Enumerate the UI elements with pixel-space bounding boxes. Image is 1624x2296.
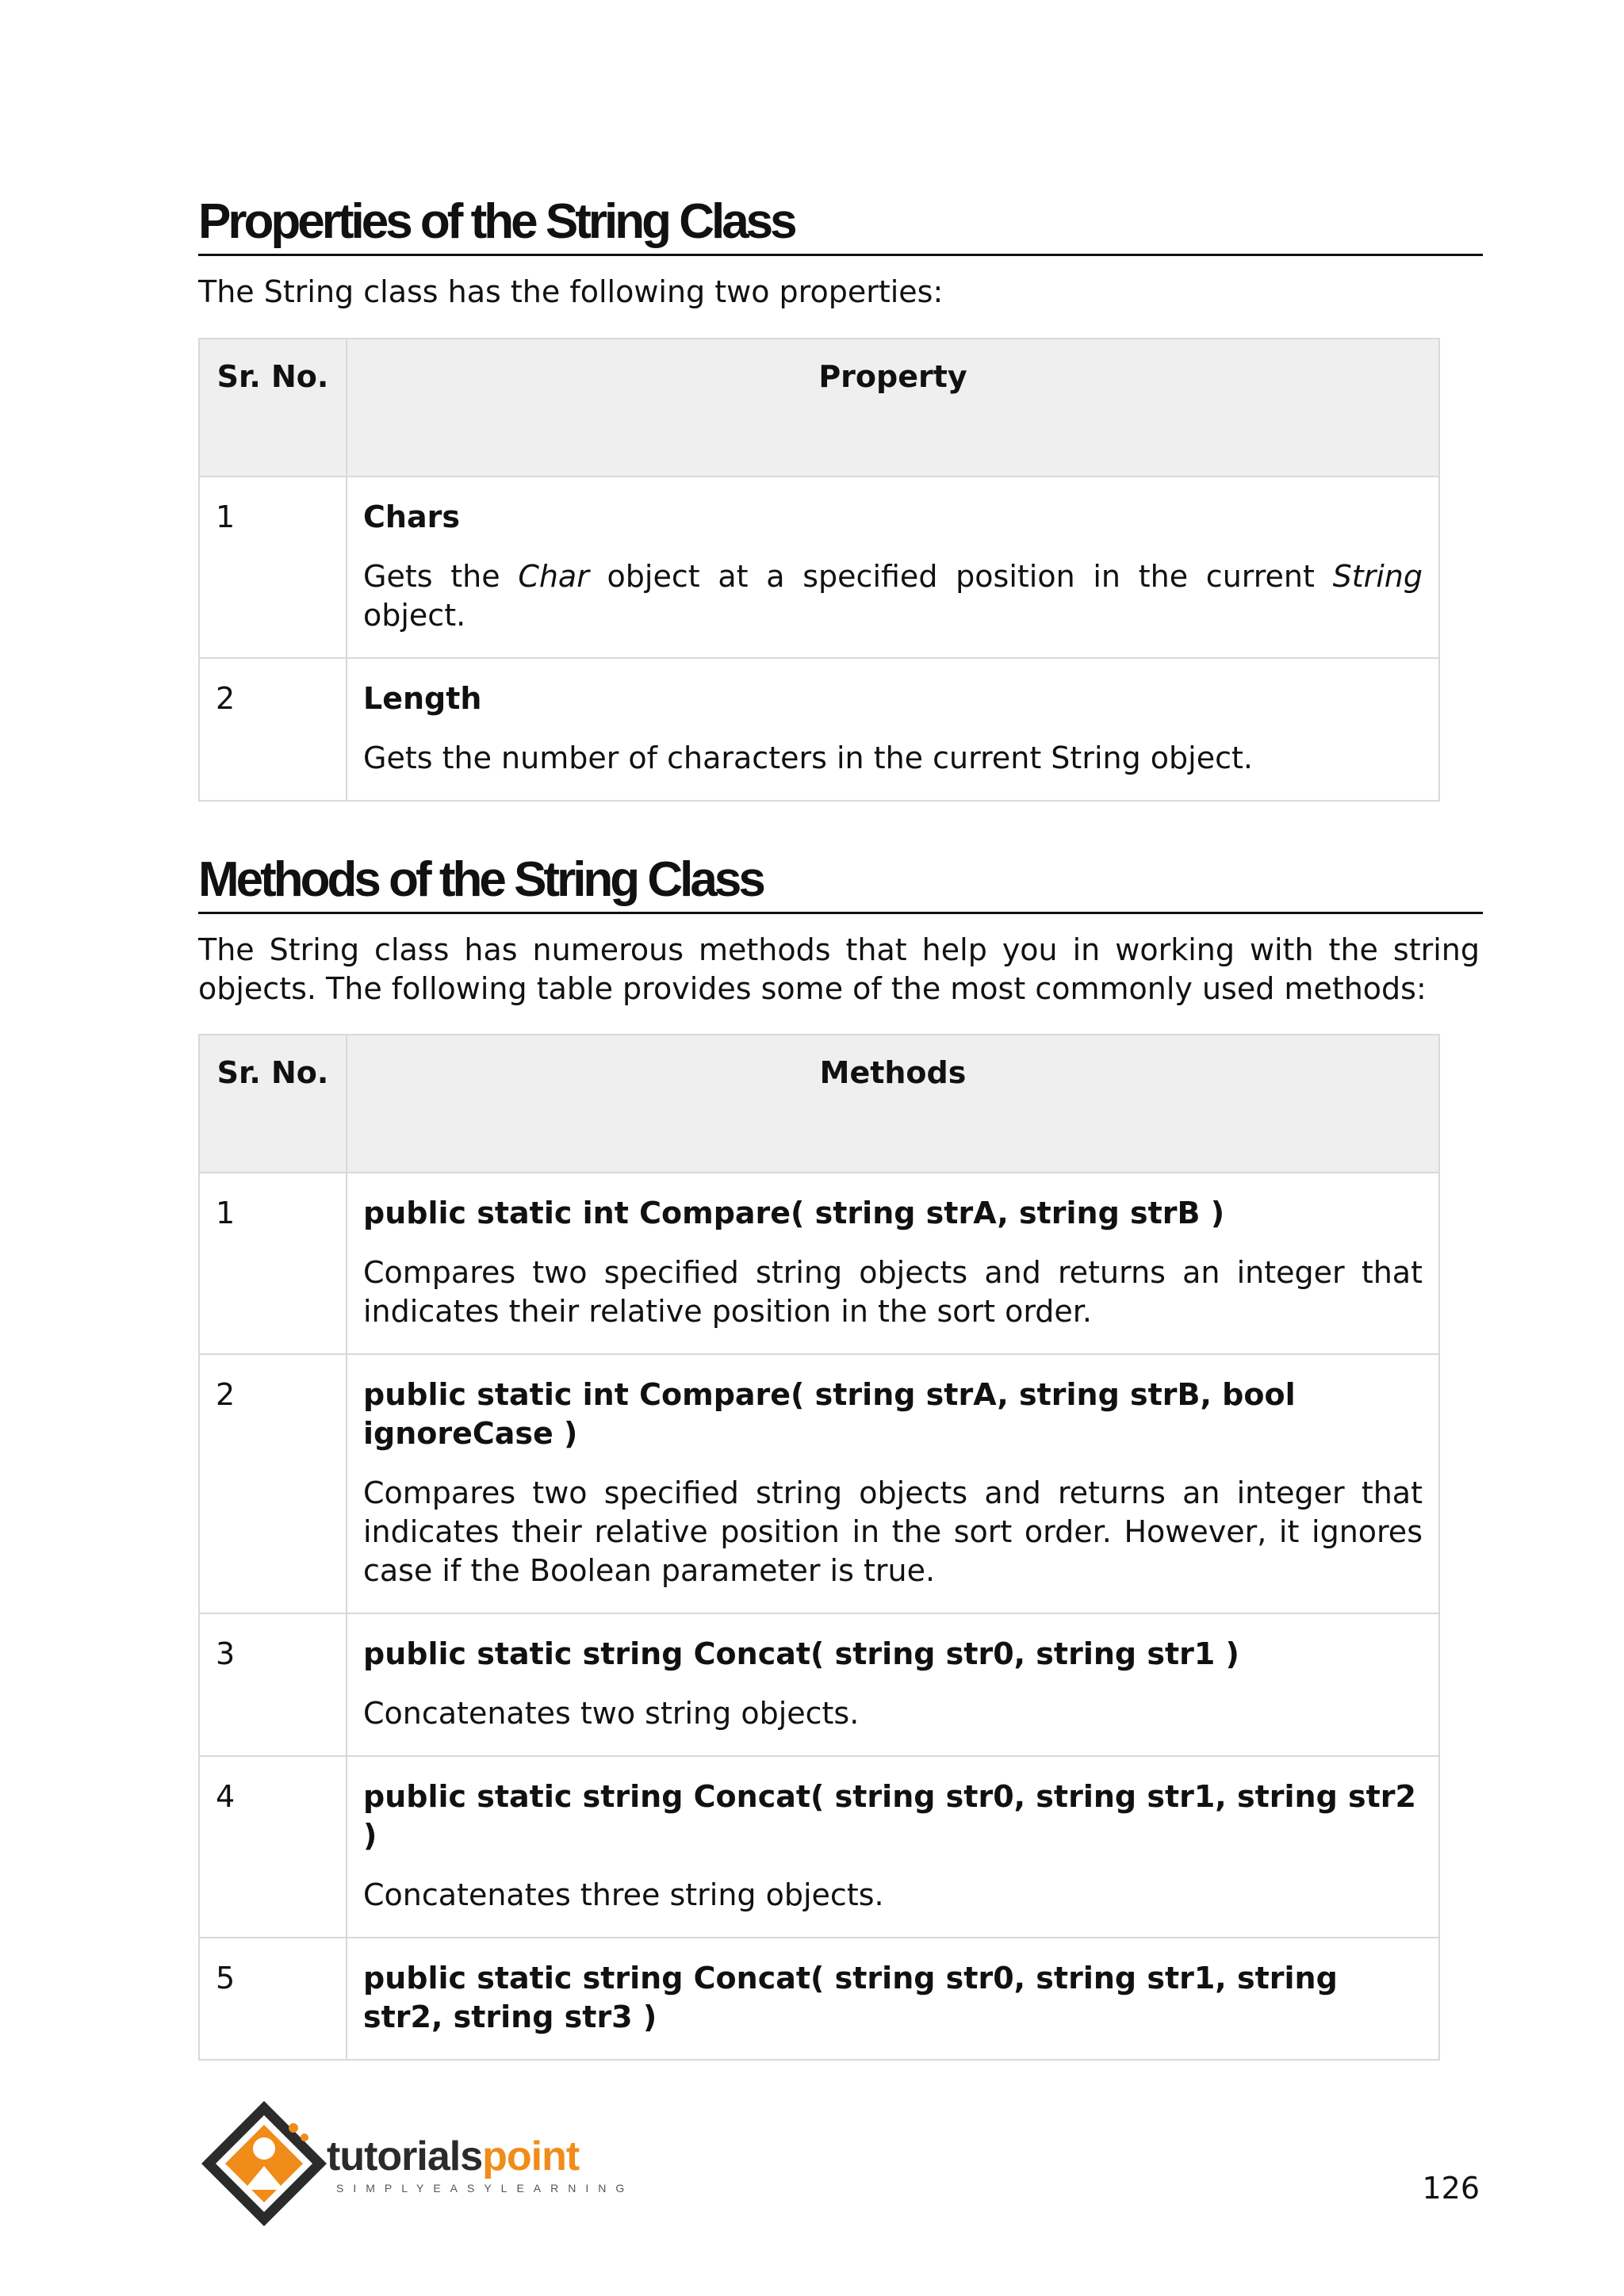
- table-row: [199, 1756, 1439, 1938]
- table-row: [199, 658, 1439, 801]
- method-description: Concatenates three string objects.: [363, 1877, 884, 1912]
- row-number: 3: [199, 1613, 347, 1756]
- logo-tagline: SIMPLYEASYLEARNING: [336, 2182, 634, 2195]
- method-signature: public static string Concat( string str0, string str1, string str2 ): [363, 1779, 1416, 1853]
- table-row: [199, 1354, 1439, 1613]
- table-row: [199, 1938, 1439, 2060]
- methods-header: Methods: [347, 1035, 1439, 1173]
- table-header-row: [199, 339, 1439, 476]
- table-row: [199, 1613, 1439, 1756]
- row-content: [347, 658, 1439, 801]
- logo-wordmark: tutorialspoint: [327, 2133, 580, 2179]
- methods-table: [198, 1034, 1440, 2061]
- row-content: [347, 476, 1439, 658]
- row-content: [347, 1938, 1439, 2060]
- table-row: [199, 1173, 1439, 1354]
- row-number: 1: [199, 476, 347, 658]
- row-number: 2: [199, 658, 347, 801]
- method-description: Compares two specified string objects and returns an integer that indicates their relative position in the sort order.: [363, 1255, 1423, 1329]
- property-description: Gets the Char object at a specified position in the current String object.: [363, 559, 1423, 633]
- method-signature: public static string Concat( string str0, string str1 ): [363, 1636, 1239, 1671]
- property-description: Gets the number of characters in the current String object.: [363, 740, 1253, 775]
- row-content: [347, 1756, 1439, 1938]
- method-signature: public static int Compare( string strA, string strB, bool ignoreCase ): [363, 1377, 1296, 1451]
- method-description: Concatenates two string objects.: [363, 1696, 860, 1731]
- property-header: Property: [347, 339, 1439, 476]
- row-number: 1: [199, 1173, 347, 1354]
- row-content: [347, 1613, 1439, 1756]
- table-row: [199, 476, 1439, 658]
- table-header-row: [199, 1035, 1439, 1173]
- method-description: Compares two specified string objects and returns an integer that indicates their relative position in the sort order. However, it ignores case if the Boolean parameter is true.: [363, 1475, 1423, 1588]
- row-number: 2: [199, 1354, 347, 1613]
- properties-intro: The String class has the following two properties:: [198, 274, 944, 309]
- methods-intro: The String class has numerous methods that help you in working with the string objects. The following table provides some of the most commonly used methods:: [198, 932, 1480, 1006]
- property-name: Chars: [363, 499, 460, 534]
- properties-heading: Properties of the String Class: [198, 193, 1483, 256]
- properties-table: [198, 338, 1440, 802]
- row-number: 5: [199, 1938, 347, 2060]
- row-content: [347, 1354, 1439, 1613]
- tutorialspoint-logo: [197, 2096, 672, 2231]
- sr-no-header: Sr. No.: [199, 339, 347, 476]
- method-signature: public static string Concat( string str0, string str1, string str2, string str3 ): [363, 1961, 1338, 2034]
- row-content: [347, 1173, 1439, 1354]
- methods-heading: Methods of the String Class: [198, 851, 1483, 914]
- method-signature: public static int Compare( string strA, string strB ): [363, 1196, 1225, 1230]
- property-name: Length: [363, 681, 482, 716]
- logo-diamond-icon: [197, 2096, 331, 2231]
- page-number: 126: [1422, 2171, 1480, 2206]
- sr-no-header: Sr. No.: [199, 1035, 347, 1173]
- row-number: 4: [199, 1756, 347, 1938]
